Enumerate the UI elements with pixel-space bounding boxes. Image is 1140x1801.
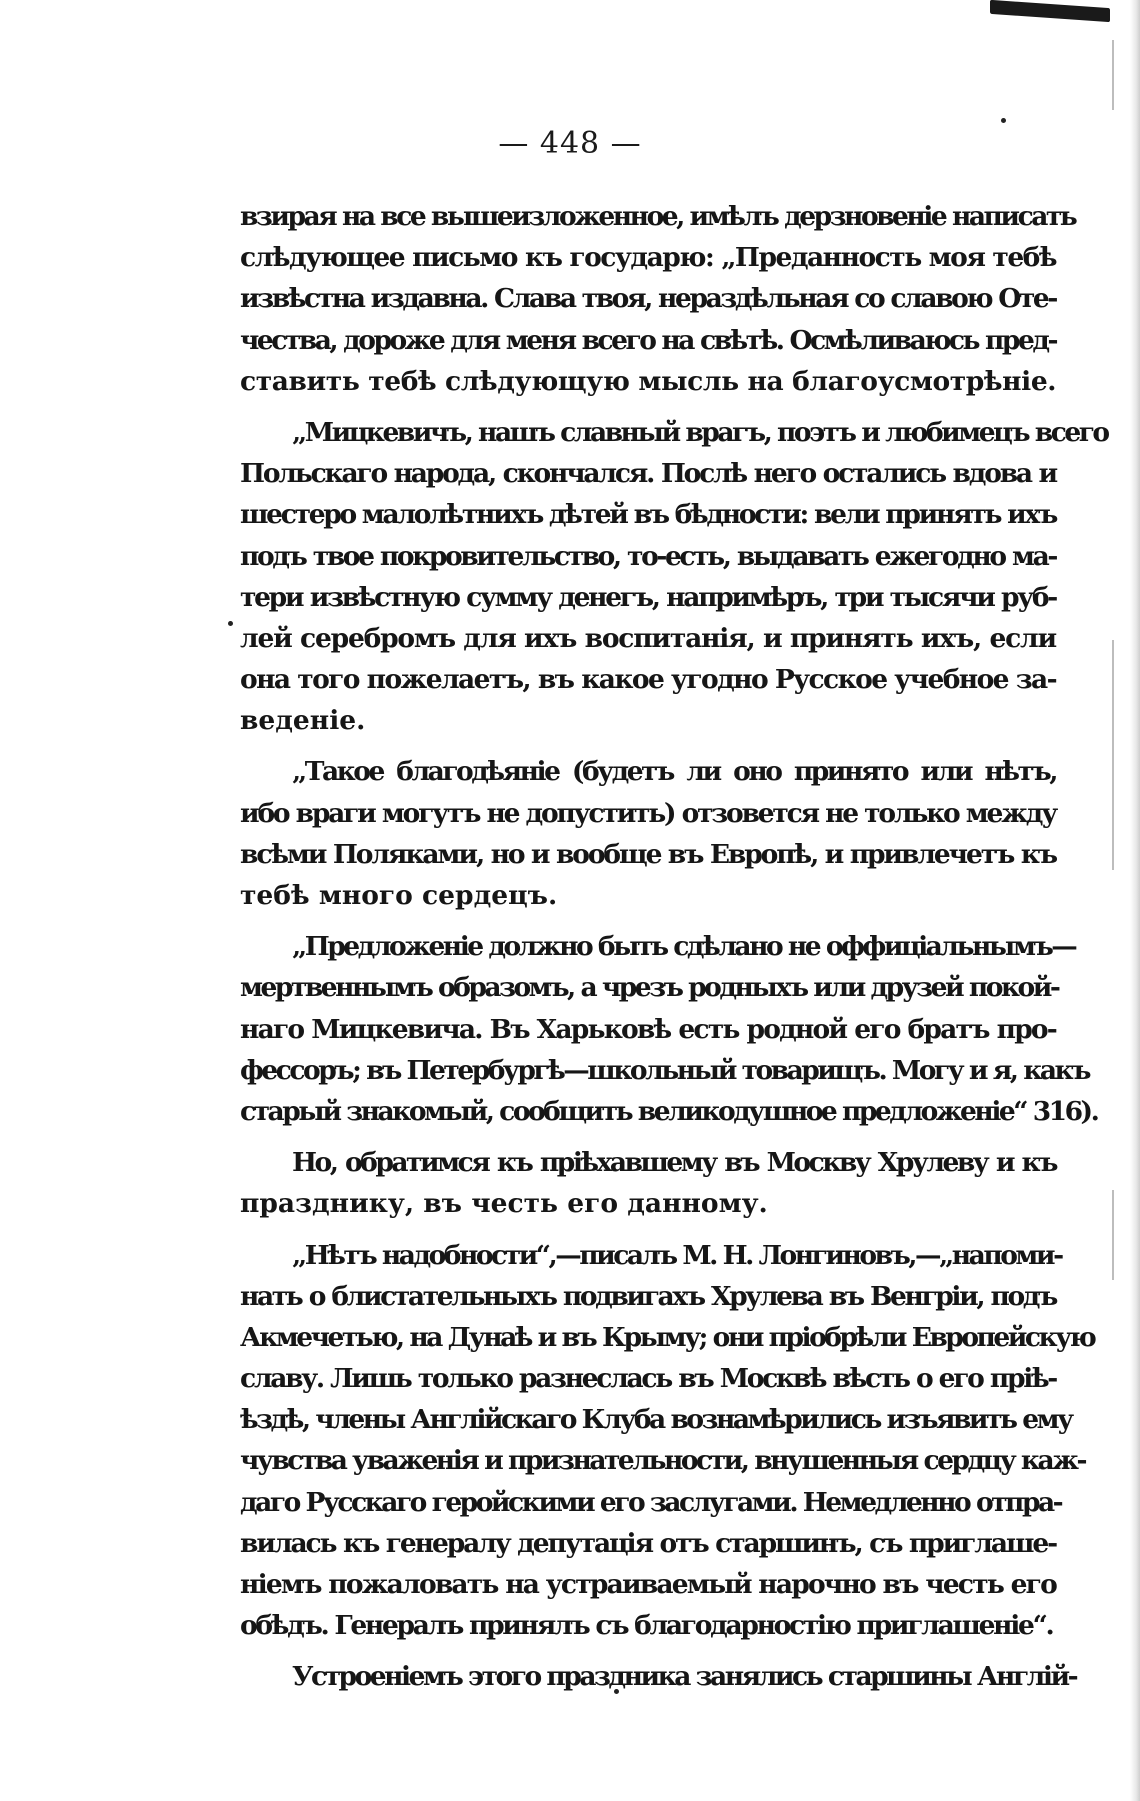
paragraph-4 <box>240 926 1098 1132</box>
scan-artifact-line <box>1112 1190 1114 1280</box>
text-line: даго Русскаго геройскими его заслугами. Немедленно отпра- <box>240 1486 1062 1518</box>
text-line: нать о блистательныхъ подвигахъ Хрулева въ Венгріи, подъ <box>240 1280 1056 1312</box>
text-line: чувства уваженія и признательности, внушенныя сердцу каж- <box>240 1445 1085 1477</box>
text-line: ибо враги могутъ не допустить) отзовется не только между <box>240 797 1056 829</box>
text-line: празднику, въ честь его данному. <box>240 1188 768 1220</box>
scan-page-edge <box>1130 0 1140 1801</box>
text-line: „Мицкевичъ, нашъ славный врагъ, поэтъ и любимецъ всего <box>292 416 1108 448</box>
text-line: мертвеннымъ образомъ, а чрезъ родныхъ или друзей покой- <box>240 972 1059 1004</box>
text-line: взирая на все вышеизложенное, имѣлъ дерзновеніе написать <box>240 201 1076 232</box>
text-line: славу. Лишь только разнеслась въ Москвѣ вѣсть о его пріѣ- <box>240 1363 1056 1395</box>
page-body-text <box>240 196 1108 1708</box>
scan-artifact-top <box>990 0 1110 22</box>
text-line: шестеро малолѣтнихъ дѣтей въ бѣдности: вели принять ихъ <box>240 499 1056 531</box>
paragraph-7 <box>240 1656 1077 1697</box>
scan-speck <box>228 621 233 626</box>
text-line: „Предложеніе должно быть сдѣлано не оффиціальнымъ— <box>292 931 1076 963</box>
text-line: веденіе. <box>240 705 366 737</box>
scan-artifact-line <box>1112 640 1114 870</box>
text-line: тебѣ много сердецъ. <box>240 880 558 911</box>
paragraph-1 <box>240 196 1076 402</box>
text-line: обѣдъ. Генералъ принялъ съ благодарностію приглашеніе“. <box>240 1610 1053 1642</box>
paragraph-3 <box>240 751 1056 916</box>
text-line: слѣдующее письмо къ государю: „Преданность моя тебѣ <box>240 242 1056 274</box>
page-number: — 448 — <box>498 126 642 161</box>
text-line: она того пожелаетъ, въ какое угодно Русское учебное за- <box>240 664 1056 696</box>
text-line: „Такое благодѣяніе (будетъ ли оно принято или нѣтъ, <box>292 756 1056 788</box>
text-line: извѣстна издавна. Слава твоя, нераздѣльная со славою Оте- <box>240 283 1056 315</box>
text-line: ставить тебѣ слѣдующую мысль на благоусмотрѣніе. <box>240 365 1057 397</box>
text-line: чества, дороже для меня всего на свѣтѣ. Осмѣливаюсь пред- <box>240 324 1056 356</box>
paragraph-2 <box>240 412 1108 742</box>
text-line: Устроеніемъ этого праздника занялись старшины Англій- <box>292 1661 1077 1693</box>
text-line: Польскаго народа, скончался. Послѣ него остались вдова и <box>240 458 1056 490</box>
scan-speck <box>1001 118 1006 123</box>
text-line: Акмечетью, на Дунаѣ и въ Крыму; они пріобрѣли Европейскую <box>240 1321 1095 1353</box>
paragraph-5 <box>240 1142 1056 1224</box>
text-line: наго Мицкевича. Въ Харьковѣ есть родной его братъ про- <box>240 1013 1056 1045</box>
text-line: вилась къ генералу депутація отъ старшинъ, съ приглаше- <box>240 1527 1056 1559</box>
paragraph-6 <box>240 1235 1095 1647</box>
scan-artifact-line <box>1112 40 1114 110</box>
text-line: „Нѣтъ надобности“,—писалъ М. Н. Лонгиновъ,—„напоми- <box>292 1239 1062 1271</box>
text-line: Но, обратимся къ пріѣхавшему въ Москву Хрулеву и къ <box>292 1147 1056 1179</box>
text-line: ѣздѣ, члены Англійскаго Клуба вознамѣрились изъявить ему <box>240 1404 1072 1436</box>
text-line: старый знакомый, сообщить великодушное предложеніе“ 316). <box>240 1095 1098 1127</box>
text-line: фессоръ; въ Петербургѣ—школьный товарищъ. Могу и я, какъ <box>240 1054 1090 1086</box>
text-line: ніемъ пожаловать на устраиваемый нарочно въ честь его <box>240 1569 1056 1600</box>
text-line: подъ твое покровительство, то-есть, выдавать ежегодно ма- <box>240 540 1056 572</box>
text-line: лей серебромъ для ихъ воспитанія, и принять ихъ, если <box>240 622 1056 654</box>
text-line: тери извѣстную сумму денегъ, напримѣръ, три тысячи руб- <box>240 581 1056 613</box>
text-line: всѣми Поляками, но и вообще въ Европѣ, и привлечетъ къ <box>240 838 1056 870</box>
